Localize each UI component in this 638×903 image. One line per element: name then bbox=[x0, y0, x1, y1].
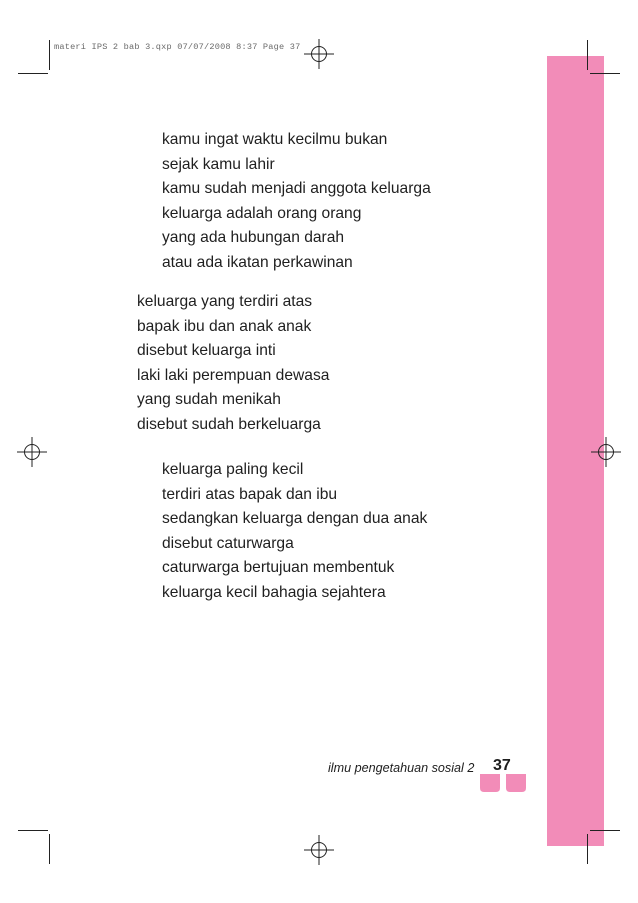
poem-line: keluarga adalah orang orang bbox=[162, 204, 362, 222]
poem-line: disebut sudah berkeluarga bbox=[137, 415, 321, 433]
page-number: 37 bbox=[493, 757, 511, 774]
crop-mark bbox=[18, 73, 48, 74]
poem-stanza-1 bbox=[162, 128, 431, 276]
crop-mark bbox=[49, 40, 50, 70]
crop-mark bbox=[590, 830, 620, 831]
crop-mark bbox=[590, 73, 620, 74]
poem-line: atau ada ikatan perkawinan bbox=[162, 253, 353, 271]
crop-mark bbox=[49, 834, 50, 864]
poem-line: bapak ibu dan anak anak bbox=[137, 317, 312, 335]
registration-mark-icon bbox=[304, 39, 334, 69]
poem-line: kamu sudah menjadi anggota keluarga bbox=[162, 180, 431, 198]
crop-mark bbox=[587, 40, 588, 70]
poem-line: disebut caturwarga bbox=[162, 534, 294, 552]
poem-line: caturwarga bertujuan membentuk bbox=[162, 559, 395, 577]
poem-line: laki laki perempuan dewasa bbox=[137, 366, 330, 384]
poem-line: sedangkan keluarga dengan dua anak bbox=[162, 510, 428, 528]
poem-line: sejak kamu lahir bbox=[162, 155, 275, 173]
crop-mark bbox=[587, 834, 588, 864]
poem-line: terdiri atas bapak dan ibu bbox=[162, 485, 338, 503]
book-title: ilmu pengetahuan sosial 2 bbox=[328, 761, 475, 775]
poem-line: keluarga paling kecil bbox=[162, 461, 304, 478]
poem-line: yang sudah menikah bbox=[137, 391, 281, 409]
registration-mark-icon bbox=[304, 835, 334, 865]
crop-mark bbox=[18, 830, 48, 831]
registration-mark-icon bbox=[591, 437, 621, 467]
poem-stanza-3 bbox=[162, 458, 427, 606]
registration-mark-icon bbox=[17, 437, 47, 467]
poem-line: keluarga yang terdiri atas bbox=[137, 293, 313, 310]
file-slug: materi IPS 2 bab 3.qxp 07/07/2008 8:37 Page 37 bbox=[54, 42, 301, 52]
poem-line: keluarga kecil bahagia sejahtera bbox=[162, 583, 386, 601]
poem-line: yang ada hubungan darah bbox=[162, 229, 345, 247]
poem-line: kamu ingat waktu kecilmu bukan bbox=[162, 131, 388, 148]
poem-stanza-2 bbox=[137, 290, 329, 438]
poem-line: disebut keluarga inti bbox=[137, 342, 276, 360]
